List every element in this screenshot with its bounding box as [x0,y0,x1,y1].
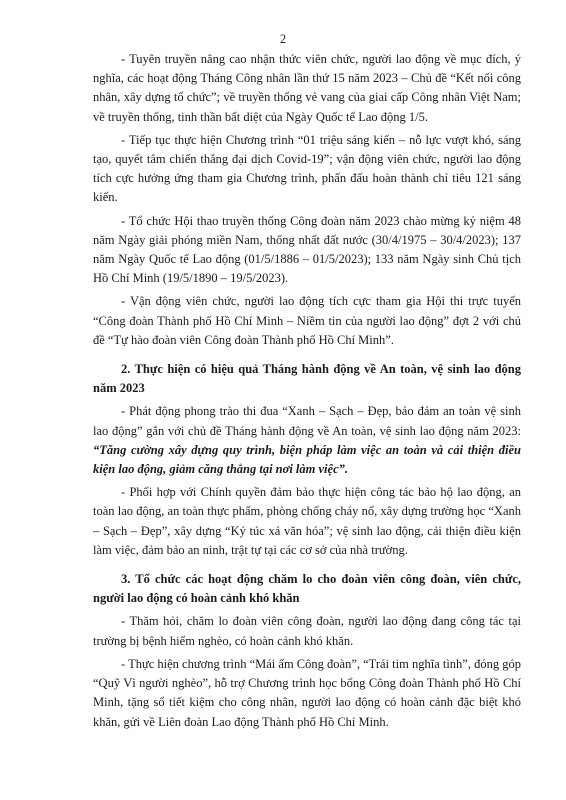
section2-item-1-text: - Phát động phong trào thi đua “Xanh – Sạch – Đẹp, bảo đảm an toàn vệ sinh lao động” gắn với chủ đề Tháng hành động về An toàn, vệ sinh lao động năm 2023: [93,404,521,438]
section1-item-3: - Tổ chức Hội thao truyền thống Công đoàn năm 2023 chào mừng kỷ niệm 48 năm Ngày giải phóng miền Nam, thống nhất đất nước (30/4/1975 – 30/4/2023); 137 năm Ngày Quốc tế Lao động (01/5/1886 – 01/5/2023); 133 năm Ngày sinh Chủ tịch Hồ Chí Minh (19/5/1890 – 19/5/2023). [93,213,521,286]
section3-item-2: - Thực hiện chương trình “Mái ấm Công đoàn”, “Trái tim nghĩa tình”, đóng góp “Quỹ Vì người nghèo”, hỗ trợ Chương trình học bổng Công đoàn Thành phố Hồ Chí Minh, tặng sổ tiết kiệm cho công nhân, người lao động có hoàn cảnh đặc biệt khó khăn, gửi về Liên đoàn Lao động Thành phố Hồ Chí Minh. [93,656,521,729]
section2-item-1 [93,402,521,479]
page-number: 2 [279,32,287,46]
section1-item-2: - Tiếp tục thực hiện Chương trình “01 triệu sáng kiến – nỗ lực vượt khó, sáng tạo, quyết tâm chiến thắng đại dịch Covid-19”; vận động viên chức, người lao động tích cực hưởng ứng tham gia Chương trình, phấn đấu hoàn thành chỉ tiêu 121 sáng kiến. [93,132,521,205]
section2-item-2: - Phối hợp với Chính quyền đảm bảo thực hiện công tác bảo hộ lao động, an toàn lao động, an toàn thực phẩm, phòng chống cháy nổ, xây dựng trường học “Xanh – Sạch – Đẹp”, xây dựng “Ký túc xá văn hóa”; vệ sinh lao động, cải thiện điều kiện làm việc, đảm bảo an ninh, trật tự tại các cơ sở của nhà trường. [93,485,521,557]
section1-item-4: - Vận động viên chức, người lao động tích cực tham gia Hội thi trực tuyến “Công đoàn Thành phố Hồ Chí Minh – Niềm tin của người lao động” đợt 2 với chủ đề “Tự hào đoàn viên Công đoàn Thành phố Hồ Chí Minh”. [93,294,521,347]
document-body [93,50,521,736]
section2-item-1-emphasis: “Tăng cường xây dựng quy trình, biện pháp làm việc an toàn và cải thiện điều kiện lao động, giảm căng thẳng tại nơi làm việc”. [93,442,521,477]
section3-heading: 3. Tổ chức các hoạt động chăm lo cho đoàn viên công đoàn, viên chức, người lao động có hoàn cảnh khó khăn [93,572,521,606]
section2-heading: 2. Thực hiện có hiệu quả Tháng hành động về An toàn, vệ sinh lao động năm 2023 [93,362,521,396]
section1-item-1: - Tuyên truyền nâng cao nhận thức viên chức, người lao động về mục đích, ý nghĩa, các hoạt động Tháng Công nhân lần thứ 15 năm 2023 – Chủ đề “Kết nối công nhân, xây dựng tổ chức”; về truyền thống vẻ vang của giai cấp Công nhân Việt Nam; về truyền thống, tinh thần bất diệt của Ngày Quốc tế Lao động 1/5. [93,52,521,124]
section3-item-1: - Thăm hỏi, chăm lo đoàn viên công đoàn, người lao động đang công tác tại trường bị bệnh hiểm nghèo, có hoàn cảnh khó khăn. [93,614,521,648]
